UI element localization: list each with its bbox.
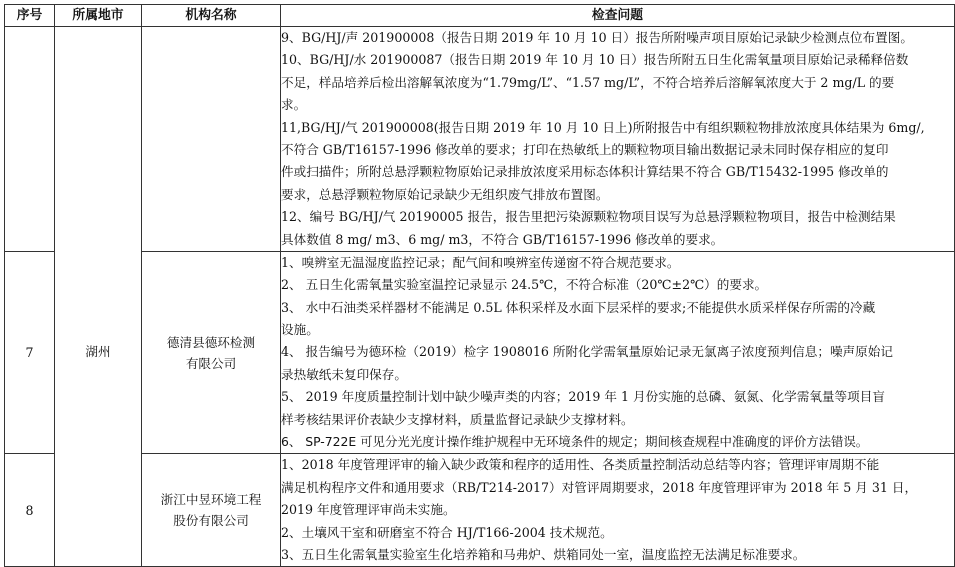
issue-line: 5、 2019 年度质量控制计划中缺少噪声类的内容；2019 年 1 月份实施的总磷、氨氮、化学需氧量等项目盲	[281, 389, 885, 405]
issue-line: 1、2018 年度管理评审的输入缺少政策和程序的适用性、各类质量控制活动总结等内容；管理评审周期不能	[281, 457, 880, 473]
table-row-continued	[5, 27, 955, 252]
issues-cell-continued	[281, 27, 955, 252]
issue-line: 9、BG/HJ/声 201900008（报告日期 2019 年 10 月 10 日）报告所附噪声项目原始记录缺少检测点位布置图。	[281, 30, 913, 45]
table-row-7	[5, 251, 955, 454]
header-row	[5, 5, 955, 27]
issue-line: 满足机构程序文件和通用要求（RB/T214-2017）对管评周期要求，2018 年度管理评审为 2018 年 5 月 31 日，	[281, 479, 918, 495]
table-row-8	[5, 454, 955, 567]
inspection-table	[4, 4, 955, 567]
org-name-line: 德清县德环检测	[166, 334, 256, 350]
issue-line: 件或扫描件；所附总悬浮颗粒物原始记录排放浓度采用标态体积计算结果不符合 GB/T15432-1995 修改单的	[281, 164, 889, 180]
org-name-line: 浙江中昱环境工程	[160, 492, 262, 508]
issue-line: 6、 SP-722E 可见分光光度计操作维护规程中无环境条件的规定；期间核查规程中准确度的评价方法错误。	[281, 434, 869, 450]
header-issues: 检查问题	[281, 5, 955, 27]
header-org: 机构名称	[142, 5, 281, 27]
issue-line: 设施。	[281, 322, 319, 338]
issue-line: 2、 五日生化需氧量实验室温控记录显示 24.5℃，不符合标准（20℃±2℃）的要求。	[281, 277, 768, 293]
org-name-line: 有限公司	[185, 355, 237, 371]
region-text: 湖州	[85, 344, 111, 360]
issue-line: 3、五日生化需氧量实验室生化培养箱和马弗炉、烘箱同处一室，温度监控无法满足标准要求。	[281, 546, 806, 562]
issue-line: 要求，总悬浮颗粒物原始记录缺少无组织废气排放布置图。	[281, 186, 609, 202]
org-name-line: 股份有限公司	[173, 513, 249, 529]
issue-line: 求。	[281, 97, 307, 113]
issue-line: 4、 报告编号为德环检（2019）检字 1908016 所附化学需氧量原始记录无氯离子浓度预判信息；噪声原始记	[281, 344, 893, 360]
org-cell	[142, 251, 281, 454]
issue-line: 具体数值 8 mg/ m3、6 mg/ m3，不符合 GB/T16157-1996 修改单的要求。	[281, 231, 724, 247]
issues-cell	[281, 251, 955, 454]
seq-cell-empty	[5, 27, 55, 252]
issue-line: 11,BG/HJ/气 201900008(报告日期 2019 年 10 月 10 日上)所附报告中有组织颗粒物排放浓度具体结果为 6mg/,	[281, 119, 925, 135]
issue-line: 12、编号 BG/HJ/气 20190005 报告，报告里把污染源颗粒物项目误写为总悬浮颗粒物项目，报告中检测结果	[281, 209, 896, 225]
issue-line: 10、BG/HJ/水 201900087（报告日期 2019 年 10 月 10 日）报告所附五日生化需氧量项目原始记录稀释倍数	[281, 52, 909, 68]
issue-line: 1、嗅辨室无温湿度监控记录；配气间和嗅辨室传递窗不符合规范要求。	[281, 254, 680, 270]
header-region: 所属地市	[55, 5, 142, 27]
issue-line: 不足，样品培养后检出溶解氧浓度为“1.79mg/L”、“1.57 mg/L”，不符合培养后溶解氧浓度大于 2 mg/L 的要	[281, 74, 895, 90]
issue-line: 不符合 GB/T16157-1996 修改单的要求；打印在热敏纸上的颗粒物项目输出数据记录未同时保存相应的复印	[281, 141, 889, 157]
seq-cell: 8	[5, 454, 55, 567]
org-cell	[142, 454, 281, 567]
org-cell-empty	[142, 27, 281, 252]
issue-line: 3、 水中石油类采样器材不能满足 0.5L 体积采样及水面下层采样的要求;不能提供水质采样保存所需的冷藏	[281, 299, 876, 315]
region-cell	[55, 27, 142, 567]
issues-cell	[281, 454, 955, 567]
seq-cell: 7	[5, 251, 55, 454]
issue-line: 2019 年度管理评审尚未实施。	[281, 502, 456, 518]
issue-line: 2、土壤风干室和研磨室不符合 HJ/T166-2004 技术规范。	[281, 524, 613, 540]
issue-line: 样考核结果评价表缺少支撑材料，质量监督记录缺少支撑材料。	[281, 411, 634, 427]
issue-line: 录热敏纸未复印保存。	[281, 366, 407, 382]
header-seq: 序号	[5, 5, 55, 27]
